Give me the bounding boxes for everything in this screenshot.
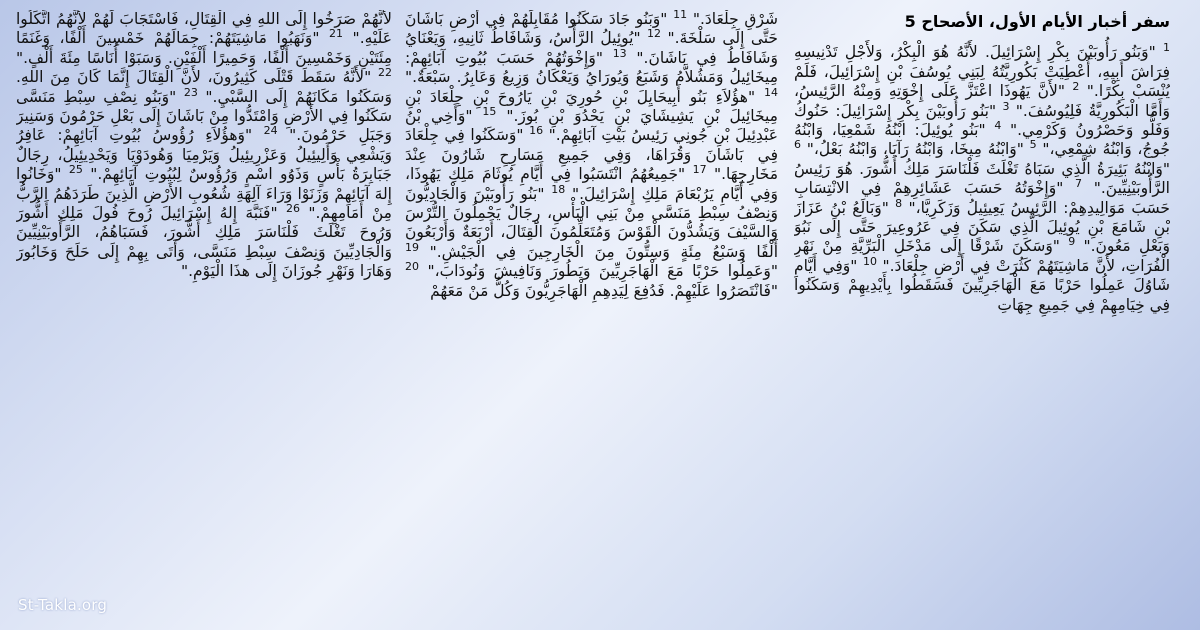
verse-text: "بَنُو رَأُوبَيْنَ بِكْرِ إِسْرَائِيلَ: حَنُوكُ وَفَلُّو وَحَصْرُونُ وَكَرْمِي." — [794, 101, 1170, 140]
verses-middle — [405, 10, 778, 301]
verse-number: 17 — [692, 163, 707, 177]
verse-number: 6 — [794, 138, 801, 152]
verse-number: 14 — [763, 85, 778, 99]
column-right — [794, 10, 1170, 596]
verse-text: "وَنَهَبُوا مَاشِيَتَهُمْ: جِمَالَهُمْ خَمْسِينَ أَلْفًا، وَغَنَمًا مِئَتَيْنِ وَخَمْسِينَ أَلْفًا، وَحَمِيرًا أَلْفَيْنِ. وَسَبَوْا أُنَاسًا مِئَةَ أَلْفٍ." — [16, 29, 392, 67]
verse-number: 3 — [1002, 99, 1010, 113]
verse-number: 26 — [285, 201, 300, 215]
verse-text: "جَمِيعُهُمُ انْتَسَبُوا فِي أَيَّامِ يُوثَامَ مَلِكِ يَهُوذَا، وَفِي أَيَّامِ يَرُبْعَامَ مَلِكِ إِسْرَائِيلَ." — [405, 165, 778, 203]
verse-number: 13 — [612, 46, 627, 60]
verse-text: "وَعَمِلُوا حَرْبًا مَعَ الْهَاجَرِيِّينَ وَيَطُورَ وَنَافِيشَ وَنُودَابَ،" — [419, 262, 778, 281]
verse-number: 23 — [183, 85, 198, 99]
verse-number: 4 — [994, 118, 1002, 132]
verse-text: "وَإِخْوَتُهُمْ حَسَبَ بُيُوتِ آبَائِهِمْ: مِيخَائِيلُ وَمَشُلاَّمُ وَشَبَعُ وَيُورَايُ وَيَعْكَانُ وَزِيعُ وَعَابِرُ. سَبْعَةٌ." — [405, 48, 778, 87]
verse-text: "وَسَكَنُوا فِي جِلْعَادَ فِي بَاشَانَ وَقُرَاهَا، وَفِي جَمِيعِ مَسَارِحِ شَارُونَ عِنْدَ مَخَارِجِهَا." — [405, 126, 778, 184]
verse-number: 15 — [482, 104, 497, 118]
verse-number: 9 — [1068, 235, 1076, 249]
column-middle — [405, 10, 778, 596]
verse-text: لأَنَّهُمْ صَرَخُوا إِلَى اللهِ فِي الْقِتَالِ، فَاسْتَجَابَ لَهُمْ لأَنَّهُمُ اتَّكَلُوا عَلَيْهِ." — [16, 10, 392, 48]
verse-text: "وَبَالَعُ بْنُ عَزَازَ بْنِ شَامَعَ بْنِ يُوئِيلَ الَّذِي سَكَنَ فِي عَرُوعِيرَ حَتَّى إِلَى نَبُوَ وَبَعْلِ مَعُونَ." — [794, 198, 1170, 256]
verse-text: "وَابْنُهُ بَئِيرَةُ الَّذِي سَبَاهُ تَغْلَثَ فَلْنَاسَرَ مَلِكُ أَشُّورَ. هُوَ رَئِيسُ الرَّأُوبَيْنِيِّينَ." — [794, 159, 1170, 198]
page-title: سفر أخبار الأيام الأول، الأصحاح 5 — [904, 12, 1170, 31]
column-left — [16, 10, 392, 596]
verse-text: "وَخَانُوا إِلهَ آبَائِهِمْ وَزَنَوْا وَرَاءَ آلِهَةِ شُعُوبِ الأَرْضِ الَّذِينَ طَرَدَهُمُ الرَّبُّ مِنْ أَمَامِهِمْ." — [16, 165, 392, 223]
verse-text: "يُوئِيلُ الرَّأْسُ، وَشَافَاطُ ثَانِيهِ، وَيَعْنَايُ وَشَافَاطُ فِي بَاشَانَ." — [405, 29, 778, 67]
verse-text: "وَبَنُو جَادَ سَكَنُوا مُقَابِلَهُمْ فِي أَرْضِ بَاشَانَ حَتَّى إِلَى سَلْخَةَ." — [405, 10, 778, 48]
verse-number: 18 — [551, 182, 566, 196]
verse-text: "وَسَكَنَ شَرْقًا إِلَى مَدْخَلِ الْبَرِّيَّةِ مِنْ نَهْرِ الْفُرَاتِ، لأَنَّ مَاشِيَتَهُمْ كَثُرَتْ فِي أَرْضِ جِلْعَادَ." — [794, 237, 1170, 275]
verses-left — [16, 10, 392, 282]
verse-text: "لأَنَّهُ سَقَطَ قَتْلَى كَثِيرُونَ، لأَنَّ الْقِتَالَ إِنَّمَا كَانَ مِنَ اللهِ. وَسَكَنُوا مَكَانَهُمْ إِلَى السَّبْيِ." — [16, 68, 392, 106]
verse-text: شَرْقِ جِلْعَادَ." — [687, 10, 778, 28]
verse-number: 7 — [1075, 177, 1083, 191]
verse-number: 8 — [895, 196, 903, 210]
verse-text: "وَأَخِي بْنُ عَبْدِئِيلَ بْنِ جُونِي رَئِيسُ بَيْتِ آبَائِهِمْ." — [405, 107, 778, 145]
verse-text: "وَابْنُهُ مِيخَا، وَابْنُهُ رَآيَا، وَابْنُهُ بَعْلُ،" — [801, 140, 1024, 159]
verse-text: "فَانْتَصَرُوا عَلَيْهِمْ. فَدُفِعَ لِيَدِهِمِ الْهَاجَرِيُّونَ وَكُلُّ مَنْ مَعَهُمْ — [430, 281, 778, 300]
verse-number: 10 — [862, 254, 877, 268]
verse-number: 1 — [1162, 41, 1170, 55]
verse-text: "وَفِي أَيَّامِ شَاوُلَ عَمِلُوا حَرْبًا مَعَ الْهَاجَرِيِّينَ فَسَقَطُوا بِأَيْدِيهِمْ وَسَكَنُوا فِي خِيَامِهِمْ فِي جَمِيعِ جِهَاتِ — [794, 256, 1170, 314]
verse-text: "بَنُو يُوئِيلَ: ابْنُهُ شَمْعِيَا، وَابْنُهُ جُوجُ، وَابْنُهُ شِمْعِي،" — [794, 121, 1170, 159]
verse-number: 19 — [405, 240, 419, 254]
verse-number: 20 — [405, 260, 419, 274]
verse-text: "هؤُلاَءِ بَنُو أَبِيحَايِلَ بْنِ حُورِيَ بْنِ يَارُوحَ بْنِ جِلْعَادَ بْنِ مِيخَائِيلَ بْنِ يَشِيشَايَ بْنِ يَحْدُوَ بْنِ بُوزَ." — [405, 87, 778, 126]
verse-number: 22 — [378, 66, 392, 80]
site-watermark: St-Takla.org — [18, 596, 108, 614]
verse-number: 16 — [529, 124, 544, 138]
verse-text: "وَبَنُو رَأُوبَيْنَ بِكْرِ إِسْرَائِيلَ. لأَنَّهُ هُوَ الْبِكْرُ، وَلأَجْلِ تَدْنِيسِهِ فِرَاشَ أَبِيهِ، أُعْطِيَتْ بَكُورِيَّتُهُ لِبَنِي يُوسُفَ بْنِ إِسْرَائِيلَ، فَلَمْ يُنْسَبْ بِكْرًا." — [794, 43, 1170, 101]
verse-text: "وَإِخْوَتُهُ حَسَبَ عَشَائِرِهِمْ فِي الانْتِسَابِ حَسَبَ مَوَالِيدِهِمْ: الرَّئِيسُ يَعِيئِيلُ وَزَكَرِيَّا،" — [794, 179, 1170, 217]
verse-number: 24 — [263, 124, 278, 138]
verse-number: 2 — [1072, 80, 1080, 94]
verse-number: 11 — [673, 10, 688, 21]
verse-number: 25 — [68, 163, 83, 177]
verse-number: 5 — [1029, 138, 1037, 152]
verse-text: "لأَنَّ يَهُوذَا اعْتَزَّ عَلَى إِخْوَتِهِ وَمِنْهُ الرَّئِيسُ، وَأَمَّا الْبَكُورِيَّةُ فَلِيُوسُفَ." — [794, 82, 1170, 120]
verse-number: 12 — [647, 27, 662, 41]
verse-number: 21 — [329, 27, 344, 41]
verse-text: "بَنُو رَأُوبَيْنَ وَالْجَادِيُّونَ وَنِصْفُ سِبْطِ مَنَسَّى مِنْ بَنِي الْبَأْسِ، رِجَالٌ يَحْمِلُونَ التُّرْسَ وَالسَّيْفَ وَيَشُدُّونَ الْقَوْسَ وَمُتَعَلِّمُونَ الْقِتَالَ، أَرْبَعَةٌ وَأَرْبَعُونَ أَلْفًا وَسَبْعُ مِئَةٍ وَسِتُّونَ مِنَ الْخَارِجِينَ فِي الْجَيْشِ." — [405, 184, 778, 261]
verse-text: "وَبَنُو نِصْفِ سِبْطِ مَنَسَّى سَكَنُوا فِي الأَرْضِ وَامْتَدُّوا مِنْ بَاشَانَ إِلَى بَعْلِ حَرْمُونَ وَسَنِيرَ وَجَبَلِ حَرْمُونَ." — [16, 87, 392, 145]
verse-text: "وَهؤُلاَءِ رُؤُوسُ بُيُوتِ آبَائِهِمْ: عَافِرُ وَيَشْعِي وَأَلِيئِيلُ وَعَزْرِيئِيلُ وَيَرْمِيَا وَهُودَوْيَا وَيَحْدِيئِيلُ، رِجَالٌ جَبَابِرَةُ بَأْسٍ وَذَوُو اسْمٍ وَرُؤُوسٌ لِبُيُوتِ آبَائِهِمْ." — [16, 126, 392, 184]
verses-right — [794, 43, 1170, 315]
verse-text: "فَنَبَّهَ إِلهُ إِسْرَائِيلَ رُوحَ فُولَ مَلِكِ أَشُّورَ وَرُوحَ تَغْلَثَ فَلْنَاسَرَ مَلِكِ أَشُّورَ، فَسَبَاهُمُ، الرَّأُوبَيْنِيِّينَ وَالْجَادِيِّينَ وَنِصْفَ سِبْطِ مَنَسَّى، وَأَتَى بِهِمْ إِلَى حَلَحَ وَخَابُورَ وَهَارَا وَنَهْرِ جُوزَانَ إِلَى هذَا الْيَوْمِ." — [16, 204, 392, 281]
